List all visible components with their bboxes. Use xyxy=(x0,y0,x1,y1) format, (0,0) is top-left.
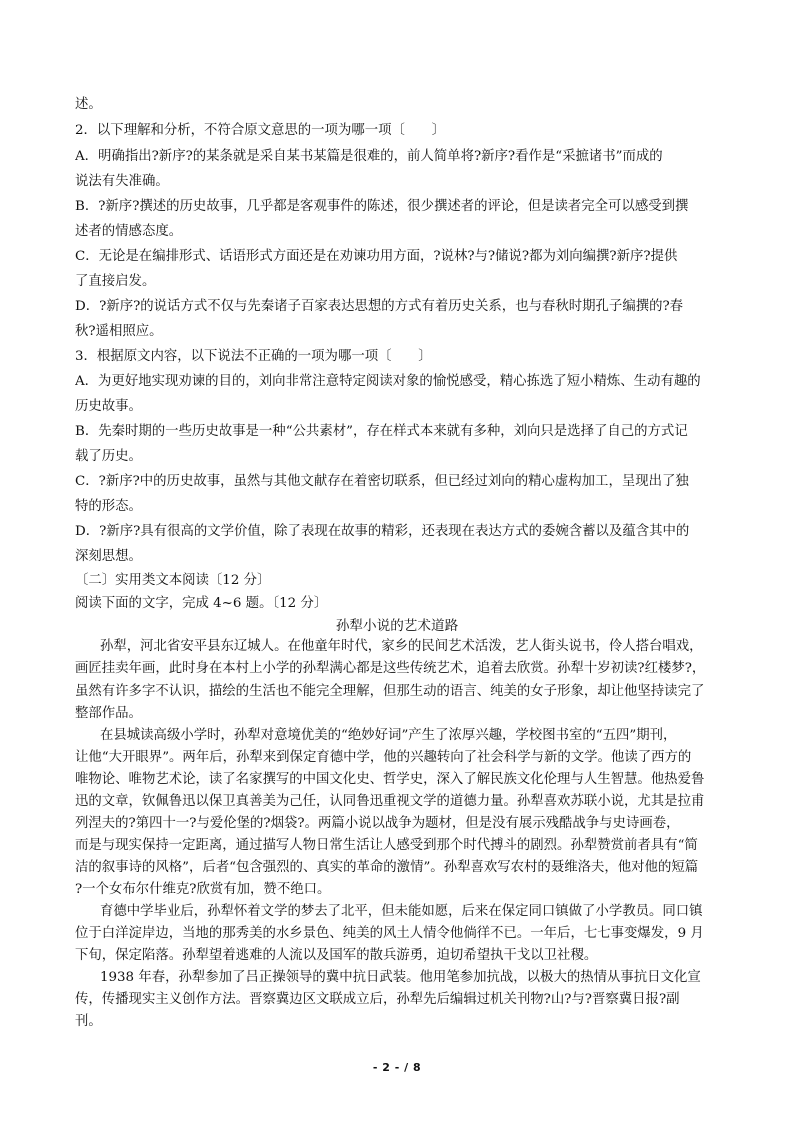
option-2c-cont: 了直接启发。 xyxy=(75,274,156,289)
paragraph-line: 洁的叙事诗的风格”，后者“包含强烈的、真实的革命的激情”。孙犁喜欢写农村的聂维洛夫，他对他的短篇 xyxy=(75,860,699,875)
option-3a-cont: 历史故事。 xyxy=(75,399,142,414)
option-2d-cont: 秋?遥相照应。 xyxy=(75,324,163,339)
option-2a-cont: 说法有失准确。 xyxy=(75,174,169,189)
option-3b: B．先秦时期的一些历史故事是一种“公共素材”，存在样式本来就有多种，刘向只是选择了自己的方式记 xyxy=(75,424,688,439)
question-2-stem: 2．以下理解和分析，不符合原文意思的一项为哪一项〔 〕 xyxy=(75,123,446,138)
question-3-stem: 3．根据原文内容，以下说法不正确的一项为哪一项〔 〕 xyxy=(75,349,432,364)
paragraph-line: 位于白洋淀岸边，当地的那秀美的水乡景色、纯美的风土人情令他倘徉不已。一年后，七七事变爆发，9 月 xyxy=(75,926,704,941)
paragraph-line: 而是与现实保持一定距离，通过描写人物日常生活让人感受到那个时代搏斗的剧烈。孙犁赞赏前者具有“简 xyxy=(75,838,698,853)
option-2c: C．无论是在编排形式、话语形式方面还是在劝谏功用方面，?说林?与?储说?都为刘向编撰?新序?提供 xyxy=(75,249,678,264)
paragraph-line: 1938 年春，孙犁参加了吕正操领导的冀中抗日武装。他用笔参加抗战，以极大的热情从事抗日文化宣 xyxy=(100,970,701,985)
paragraph-line: 整部作品。 xyxy=(75,706,142,721)
text-line: 述。 xyxy=(75,97,102,112)
page-number: - 2 - / 8 xyxy=(372,1061,422,1074)
paragraph-line: 刊。 xyxy=(75,1014,102,1029)
paragraph-line: 下旬，保定陷落。孙犁望着逃难的人流以及国军的散兵游勇，迫切希望执干戈以卫社稷。 xyxy=(75,948,598,963)
option-3d: D．?新序?具有很高的文学价值，除了表现在故事的精彩，还表现在表达方式的委婉含蓄以及蕴含其中的 xyxy=(75,524,690,539)
option-3a: A．为更好地实现劝谏的目的，刘向非常注意特定阅读对象的愉悦感受，精心拣选了短小精炼、生动有趣的 xyxy=(75,374,701,389)
paragraph-line: 让他“大开眼界”。两年后，孙犁来到保定育德中学，他的兴趣转向了社会科学与新的文学。他读了西方的 xyxy=(75,750,692,765)
paragraph-line: 虽然有许多字不认识，描绘的生活也不能完全理解，但那生动的语言、纯美的女子形象，却让他坚持读完了 xyxy=(75,684,705,699)
paragraph-line: 迅的文章，钦佩鲁迅以保卫真善美为己任，认同鲁迅重视文学的道德力量。孙犁喜欢苏联小说，尤其是拉甫 xyxy=(75,794,705,809)
option-3c-cont: 特的形态。 xyxy=(75,499,142,514)
option-3b-cont: 载了历史。 xyxy=(75,449,142,464)
paragraph-line: 孙犁，河北省安平县东辽城人。在他童年时代，家乡的民间艺术活泼，艺人街头说书，伶人搭台唱戏， xyxy=(100,639,703,654)
paragraph-line: ?一个女布尔什维克?欣赏有加，赞不绝口。 xyxy=(75,882,331,897)
paragraph-line: 传，传播现实主义创作方法。晋察冀边区文联成立后，孙犁先后编辑过机关刊物?山?与?晋察冀日报?副 xyxy=(75,992,680,1007)
option-2b: B．?新序?撰述的历史故事，几乎都是客观事件的陈述，很少撰述者的评论，但是读者完全可以感受到撰 xyxy=(75,199,689,214)
option-2a: A．明确指出?新序?的某条就是采自某书某篇是很难的，前人简单将?新序?看作是“采摭诸书”而成的 xyxy=(75,149,663,164)
option-3d-cont: 深刻思想。 xyxy=(75,549,142,564)
option-3c: C．?新序?中的历史故事，虽然与其他文献存在着密切联系，但已经过刘向的精心虚构加工，呈现出了独 xyxy=(75,474,689,489)
paragraph-line: 列涅夫的?第四十一?与爱伦堡的?烟袋?。两篇小说以战争为题材，但是没有展示残酷战争与史诗画卷， xyxy=(75,816,680,831)
paragraph-line: 唯物论、唯物艺术论，读了名家撰写的中国文化史、哲学史，深入了解民族文化伦理与人生智慧。他热爱鲁 xyxy=(75,772,705,787)
paragraph-line: 画匠挂卖年画，此时身在本村上小学的孙犁满心都是这些传统艺术，追着去欣赏。孙犁十岁初读?红楼梦?， xyxy=(75,661,706,676)
section-heading: 〔二〕实用类文本阅读〔12 分〕 xyxy=(75,573,271,588)
paragraph-line: 在县城读高级小学时，孙犁对意境优美的“绝妙好词”产生了浓厚兴趣，学校图书室的“五四”期刊， xyxy=(100,728,677,743)
option-2b-cont: 述者的情感态度。 xyxy=(75,224,183,239)
option-2d: D．?新序?的说话方式不仅与先秦诸子百家表达思想的方式有着历史关系，也与春秋时期孔子编撰的?春 xyxy=(75,299,684,314)
paragraph-line: 育德中学毕业后，孙犁怀着文学的梦去了北平，但未能如愿，后来在保定同口镇做了小学教员。同口镇 xyxy=(100,904,703,919)
article-title: 孙犁小说的艺术道路 xyxy=(335,618,459,634)
instruction-line: 阅读下面的文字，完成 4~6 题。〔12 分〕 xyxy=(75,596,328,611)
